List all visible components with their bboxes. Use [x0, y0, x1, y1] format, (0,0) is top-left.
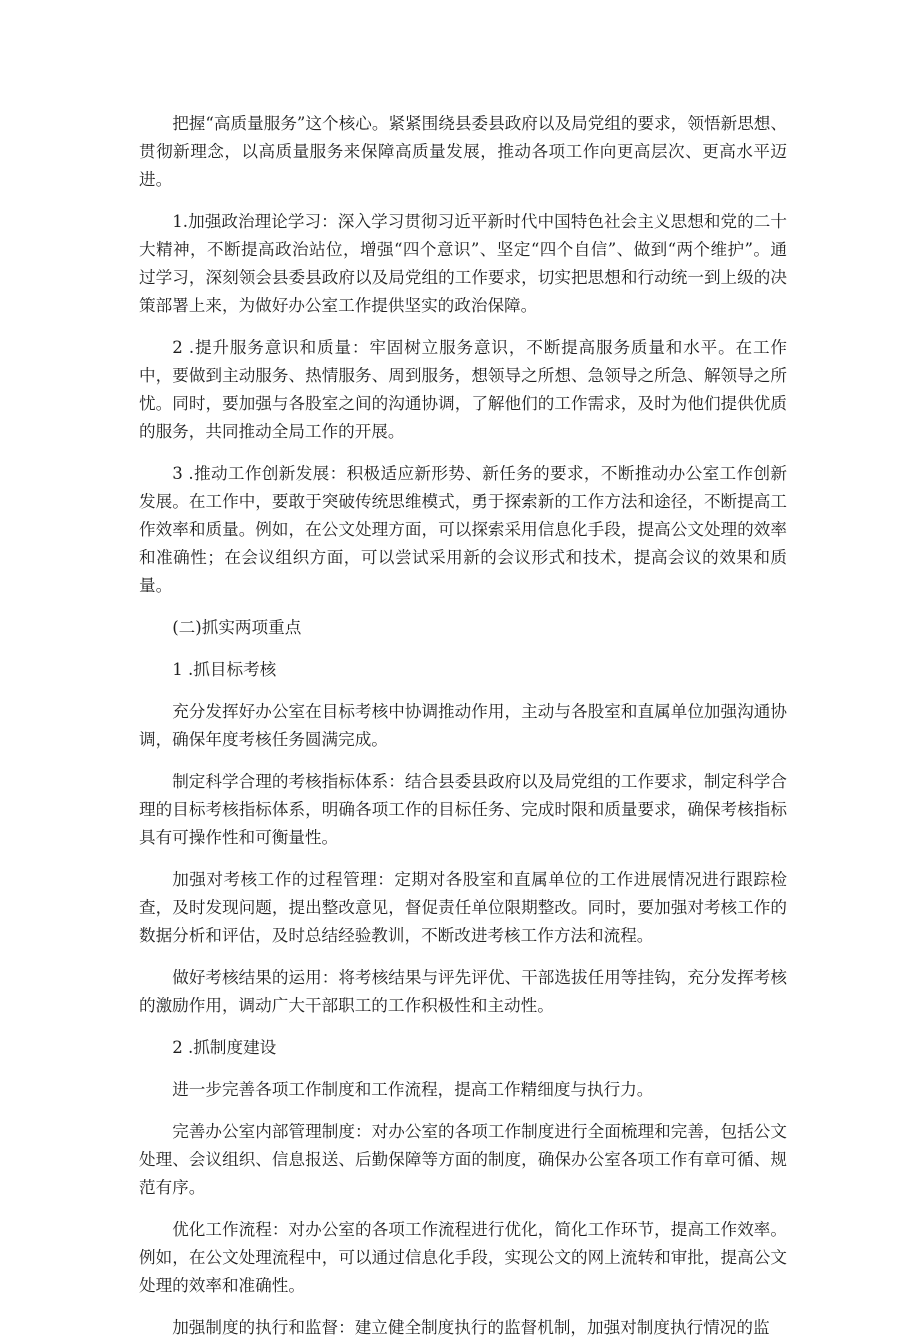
paragraph-assessment-coordination: 充分发挥好办公室在目标考核中协调推动作用，主动与各股室和直属单位加强沟通协调，确保年度考核任务圆满完成。	[139, 702, 787, 749]
paragraph-internal-management: 完善办公室内部管理制度：对办公室的各项工作制度进行全面梳理和完善，包括公文处理、会议组织、信息报送、后勤保障等方面的制度，确保办公室各项工作有章可循、规范有序。	[139, 1122, 787, 1197]
paragraph-service-quality: 2 .提升服务意识和质量：牢固树立服务意识，不断提高服务质量和水平。在工作中，要做到主动服务、热情服务、周到服务，想领导之所想、急领导之所急、解领导之所忧。同时，要加强与各股室之间的沟通协调，了解他们的工作需求，及时为他们提供优质的服务，共同推动全局工作的开展。	[139, 338, 787, 441]
paragraph-optimize-workflow: 优化工作流程：对办公室的各项工作流程进行优化，简化工作环节，提高工作效率。例如，在公文处理流程中，可以通过信息化手段，实现公文的网上流转和审批，提高公文处理的效率和准确性。	[139, 1220, 787, 1295]
subheading-system-building: 2 .抓制度建设	[172, 1038, 277, 1057]
paragraph-process-management: 加强对考核工作的过程管理：定期对各股室和直属单位的工作进展情况进行跟踪检查，及时发现问题，提出整改意见，督促责任单位限期整改。同时，要加强对考核工作的数据分析和评估，及时总结经验教训，不断改进考核工作方法和流程。	[139, 870, 787, 945]
paragraph-result-application: 做好考核结果的运用：将考核结果与评先评优、干部选拔任用等挂钩，充分发挥考核的激励作用，调动广大干部职工的工作积极性和主动性。	[139, 968, 787, 1015]
document-body	[139, 110, 787, 1342]
paragraph-political-study: 1.加强政治理论学习：深入学习贯彻习近平新时代中国特色社会主义思想和党的二十大精神，不断提高政治站位，增强“四个意识”、坚定“四个自信”、做到“两个维护”。通过学习，深刻领会县委县政府以及局党组的工作要求，切实把思想和行动统一到上级的决策部署上来，为做好办公室工作提供坚实的政治保障。	[139, 212, 787, 315]
paragraph-improve-systems: 进一步完善各项工作制度和工作流程，提高工作精细度与执行力。	[172, 1080, 654, 1099]
paragraph-service-core: 把握“高质量服务”这个核心。紧紧围绕县委县政府以及局党组的要求，领悟新思想、贯彻新理念，以高质量服务来保障高质量发展，推动各项工作向更高层次、更高水平迈进。	[139, 114, 787, 189]
section-heading-two-priorities: (二)抓实两项重点	[172, 618, 302, 637]
paragraph-innovation: 3 .推动工作创新发展：积极适应新形势、新任务的要求，不断推动办公室工作创新发展。在工作中，要敢于突破传统思维模式，勇于探索新的工作方法和途径，不断提高工作效率和质量。例如，在公文处理方面，可以探索采用信息化手段，提高公文处理的效率和准确性；在会议组织方面，可以尝试采用新的会议形式和技术，提高会议的效果和质量。	[139, 464, 787, 595]
paragraph-indicator-system: 制定科学合理的考核指标体系：结合县委县政府以及局党组的工作要求，制定科学合理的目标考核指标体系，明确各项工作的目标任务、完成时限和质量要求，确保考核指标具有可操作性和可衡量性。	[139, 772, 787, 847]
paragraph-supervision: 加强制度的执行和监督：建立健全制度执行的监督机制，加强对制度执行情况的监	[172, 1318, 770, 1337]
subheading-target-assessment: 1 .抓目标考核	[172, 660, 277, 679]
